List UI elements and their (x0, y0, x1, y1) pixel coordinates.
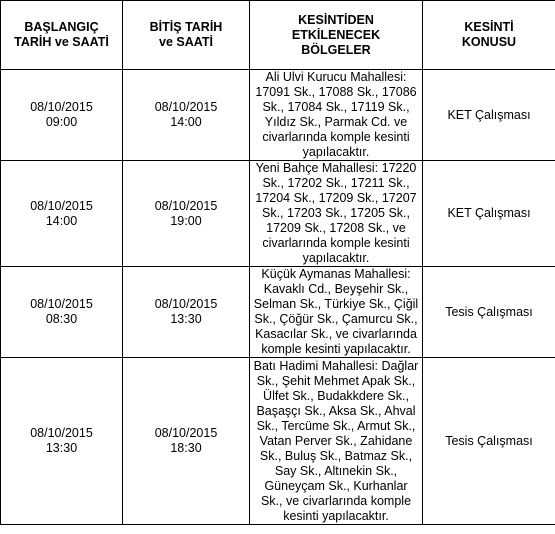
table-row (1, 161, 555, 267)
affected-areas-cell: Batı Hadimi Mahallesi: Dağlar Sk., Şehit Mehmet Apak Sk., Ülfet Sk., Budakkdere Sk., Başaşçı Sk., Aksa Sk., Ahval Sk., Tercüme Sk., Armut Sk., Vatan Perver Sk., Zahidane Sk., Buluş Sk., Batmaz Sk., Say Sk., Altınekin Sk., Güneyçam Sk., Kurhanlar Sk., ve civarlarında komple kesinti yapılacaktır. (250, 358, 423, 525)
start-date: 08/10/2015 (30, 100, 93, 114)
end-datetime-cell (123, 70, 250, 161)
start-time: 09:00 (45, 115, 78, 129)
affected-areas-cell: Yeni Bahçe Mahallesi: 17220 Sk., 17202 Sk., 17211 Sk., 17204 Sk., 17209 Sk., 17207 Sk., 17203 Sk., 17205 Sk., 17209 Sk., 17208 Sk., ve civarlarında komple kesinti yapılacaktır. (250, 161, 423, 267)
start-time: 14:00 (45, 213, 78, 228)
end-time: 13:30 (170, 312, 202, 326)
outage-topic-cell: Tesis Çalışması (423, 358, 555, 525)
end-date: 08/10/2015 (154, 198, 218, 213)
affected-areas-cell: Küçük Aymanas Mahallesi: Kavaklı Cd., Beyşehir Sk., Selman Sk., Türkiye Sk., Çiğil Sk., Çöğür Sk., Çamurcu Sk., Kasacılar Sk., ve civarlarında komple kesinti yapılacaktır. (250, 267, 423, 358)
start-date: 08/10/2015 (30, 297, 93, 311)
end-time: 14:00 (170, 115, 202, 129)
start-datetime-cell (1, 358, 123, 525)
header-outage-topic: KESİNTİ KONUSU (423, 1, 555, 70)
header-end-datetime: BİTİŞ TARİH ve SAATİ (123, 1, 250, 70)
start-time: 08:30 (45, 312, 78, 326)
outage-topic-cell: KET Çalışması (423, 161, 555, 267)
end-datetime-cell (123, 358, 250, 525)
start-time: 13:30 (45, 441, 78, 455)
table-header-row (1, 1, 555, 70)
start-date: 08/10/2015 (30, 426, 93, 440)
end-date: 08/10/2015 (154, 297, 218, 311)
end-datetime-cell (123, 161, 250, 267)
outage-topic-cell: KET Çalışması (423, 70, 555, 161)
start-date: 08/10/2015 (30, 198, 93, 213)
start-datetime-cell (1, 161, 123, 267)
end-time: 19:00 (170, 213, 202, 228)
end-time: 18:30 (170, 441, 202, 455)
header-start-datetime: BAŞLANGIÇ TARİH ve SAATİ (1, 1, 123, 70)
table-row (1, 70, 555, 161)
outage-topic-cell: Tesis Çalışması (423, 267, 555, 358)
header-affected-areas: KESİNTİDEN ETKİLENECEK BÖLGELER (250, 1, 423, 70)
table-row (1, 358, 555, 525)
start-datetime-cell (1, 70, 123, 161)
end-datetime-cell (123, 267, 250, 358)
end-date: 08/10/2015 (154, 100, 218, 114)
start-datetime-cell (1, 267, 123, 358)
table-row (1, 267, 555, 358)
affected-areas-cell: Ali Ulvi Kurucu Mahallesi: 17091 Sk., 17088 Sk., 17086 Sk., 17084 Sk., 17119 Sk., Yıldız Sk., Parmak Cd. ve civarlarında komple kesinti yapılacaktır. (250, 70, 423, 161)
end-date: 08/10/2015 (154, 426, 218, 440)
